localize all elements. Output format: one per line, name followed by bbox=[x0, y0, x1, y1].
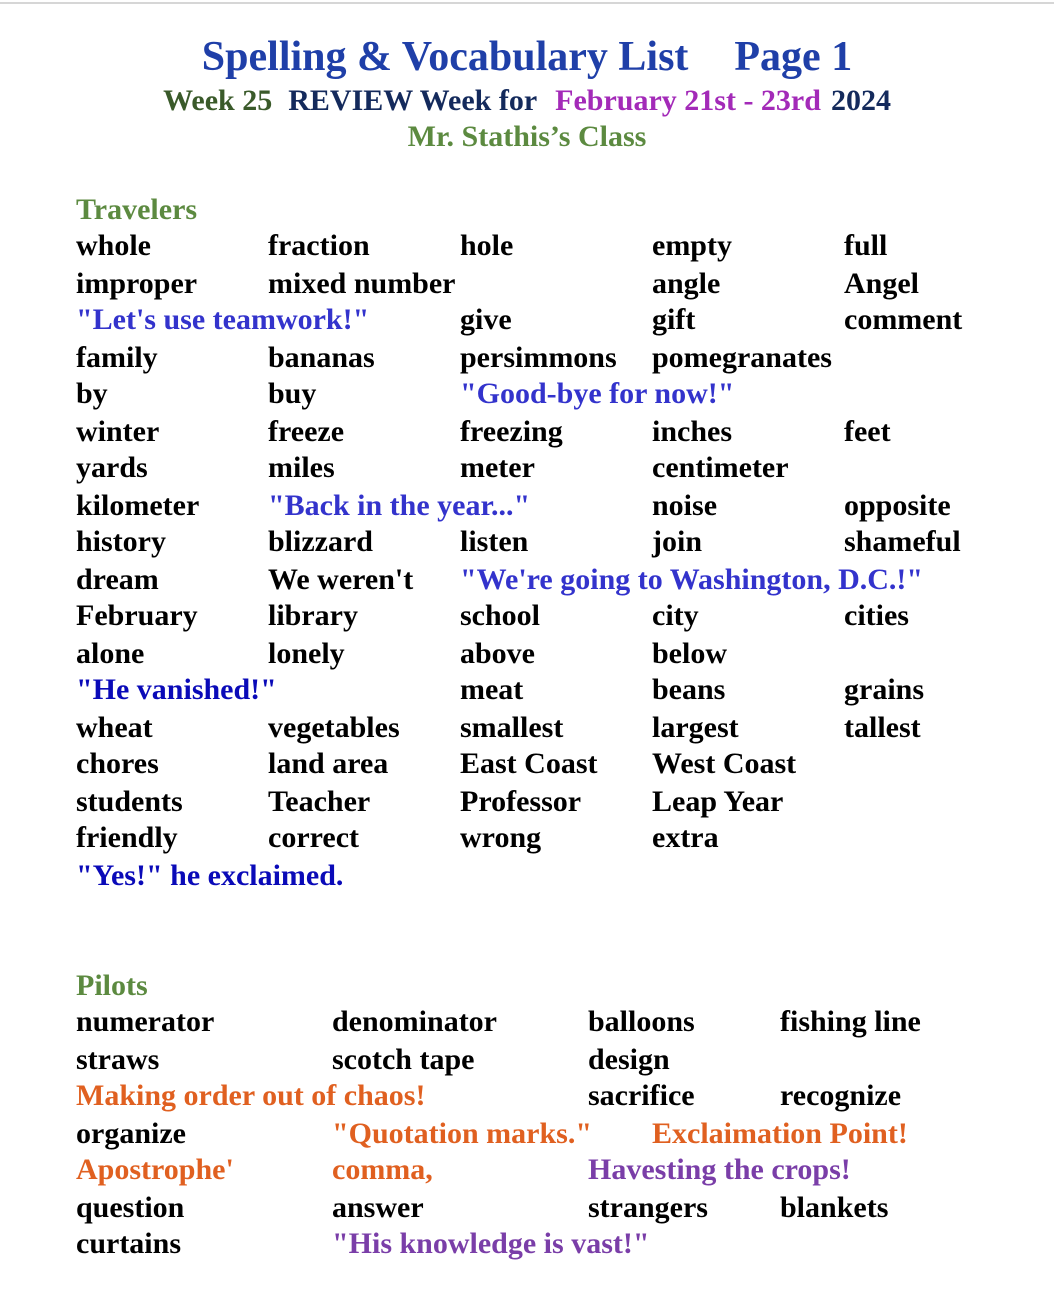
word: vegetables bbox=[268, 711, 400, 744]
word: answer bbox=[332, 1191, 424, 1224]
week-line bbox=[0, 84, 1054, 118]
phrase: Havesting the crops! bbox=[588, 1153, 851, 1186]
word: students bbox=[76, 785, 183, 818]
word: chores bbox=[76, 747, 159, 780]
word: balloons bbox=[588, 1005, 695, 1038]
word: Leap Year bbox=[652, 785, 784, 818]
phrase: comma, bbox=[332, 1153, 433, 1186]
phrase: Apostrophe' bbox=[76, 1153, 234, 1186]
word: school bbox=[460, 599, 541, 632]
word: recognize bbox=[780, 1079, 902, 1112]
word: empty bbox=[652, 229, 732, 262]
word: meat bbox=[460, 673, 524, 706]
word: blankets bbox=[780, 1191, 889, 1224]
word: family bbox=[76, 341, 158, 374]
word: We weren't bbox=[268, 563, 414, 596]
word: inches bbox=[652, 415, 733, 448]
word: blizzard bbox=[268, 525, 373, 558]
word: design bbox=[588, 1043, 670, 1076]
word: strangers bbox=[588, 1191, 708, 1224]
word: alone bbox=[76, 637, 145, 670]
word: February bbox=[76, 599, 198, 632]
word: persimmons bbox=[460, 341, 617, 374]
word: join bbox=[652, 525, 703, 558]
word: opposite bbox=[844, 489, 951, 522]
phrase: Making order out of chaos! bbox=[76, 1079, 426, 1112]
word: library bbox=[268, 599, 358, 632]
word: East Coast bbox=[460, 747, 598, 780]
title-text: Spelling & Vocabulary List bbox=[201, 34, 689, 80]
word: lonely bbox=[268, 637, 345, 670]
word: shameful bbox=[844, 525, 961, 558]
word: land area bbox=[268, 747, 389, 780]
word: improper bbox=[76, 267, 198, 300]
page-number: Page 1 bbox=[734, 34, 853, 80]
date-range: February 21st - 23rd bbox=[555, 84, 821, 117]
phrase: "We're going to Washington, D.C.!" bbox=[460, 563, 924, 596]
word: Professor bbox=[460, 785, 582, 818]
word: freeze bbox=[268, 415, 345, 448]
word: wrong bbox=[460, 821, 542, 854]
travelers-heading: Travelers bbox=[76, 193, 198, 226]
word: largest bbox=[652, 711, 739, 744]
word: gift bbox=[652, 303, 696, 336]
word: extra bbox=[652, 821, 719, 854]
word: West Coast bbox=[652, 747, 797, 780]
page-title bbox=[0, 33, 1054, 81]
word: sacrifice bbox=[588, 1079, 695, 1112]
phrase: "Let's use teamwork!" bbox=[76, 303, 370, 336]
word: listen bbox=[460, 525, 529, 558]
year-label: 2024 bbox=[830, 84, 891, 117]
word: numerator bbox=[76, 1005, 215, 1038]
word: denominator bbox=[332, 1005, 497, 1038]
word: Angel bbox=[844, 267, 919, 300]
word: comment bbox=[844, 303, 963, 336]
phrase: "Good-bye for now!" bbox=[460, 377, 735, 410]
class-name: Mr. Stathis’s Class bbox=[407, 120, 647, 153]
pilots-heading: Pilots bbox=[76, 969, 148, 1002]
word: above bbox=[460, 637, 535, 670]
word: angle bbox=[652, 267, 721, 300]
word: freezing bbox=[460, 415, 563, 448]
phrase: "Back in the year..." bbox=[268, 489, 531, 522]
word: by bbox=[76, 377, 108, 410]
word: correct bbox=[268, 821, 360, 854]
word: city bbox=[652, 599, 699, 632]
word: curtains bbox=[76, 1227, 181, 1260]
word: cities bbox=[844, 599, 909, 632]
word: friendly bbox=[76, 821, 178, 854]
word: meter bbox=[460, 451, 535, 484]
word: grains bbox=[844, 673, 925, 706]
word: organize bbox=[76, 1117, 186, 1150]
word: scotch tape bbox=[332, 1043, 475, 1076]
phrase: "Yes!" he exclaimed. bbox=[76, 859, 344, 892]
phrase: "His knowledge is vast!" bbox=[332, 1227, 650, 1260]
word: Teacher bbox=[268, 785, 371, 818]
word: full bbox=[844, 229, 888, 262]
word: hole bbox=[460, 229, 514, 262]
word: smallest bbox=[460, 711, 564, 744]
word: feet bbox=[844, 415, 891, 448]
word: fraction bbox=[268, 229, 370, 262]
word: kilometer bbox=[76, 489, 200, 522]
word: miles bbox=[268, 451, 335, 484]
word: wheat bbox=[76, 711, 153, 744]
word: bananas bbox=[268, 341, 375, 374]
word: yards bbox=[76, 451, 148, 484]
word: dream bbox=[76, 563, 159, 596]
word: question bbox=[76, 1191, 185, 1224]
word: history bbox=[76, 525, 166, 558]
word: give bbox=[460, 303, 512, 336]
word: pomegranates bbox=[652, 341, 832, 374]
word: fishing line bbox=[780, 1005, 921, 1038]
word: noise bbox=[652, 489, 718, 522]
word: tallest bbox=[844, 711, 921, 744]
word: straws bbox=[76, 1043, 160, 1076]
word: beans bbox=[652, 673, 726, 706]
word: whole bbox=[76, 229, 151, 262]
word: below bbox=[652, 637, 727, 670]
word: mixed number bbox=[268, 267, 456, 300]
top-border bbox=[0, 2, 1054, 4]
phrase: "Quotation marks." bbox=[332, 1117, 592, 1150]
review-label: REVIEW Week for bbox=[288, 84, 538, 117]
word: centimeter bbox=[652, 451, 789, 484]
word: buy bbox=[268, 377, 317, 410]
phrase: Exclaimation Point! bbox=[652, 1117, 908, 1150]
week-label: Week 25 bbox=[163, 84, 273, 117]
phrase: "He vanished!" bbox=[76, 673, 277, 706]
word: winter bbox=[76, 415, 160, 448]
